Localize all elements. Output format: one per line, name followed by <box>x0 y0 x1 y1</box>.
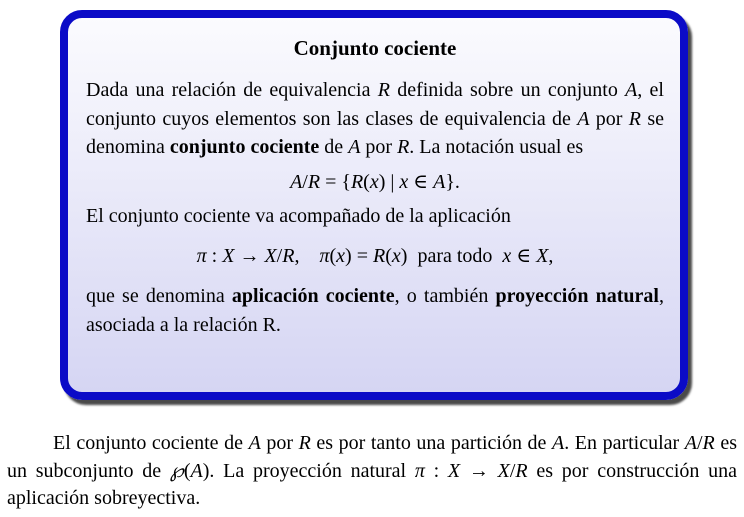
text-run: , <box>548 245 554 267</box>
text-run: por <box>260 432 299 454</box>
text-run: ℘ <box>169 459 184 482</box>
text-run: ) para todo <box>400 245 503 267</box>
text-run: X <box>447 459 461 482</box>
text-run: π <box>319 245 330 267</box>
text-run: proyección natural <box>495 285 659 307</box>
text-run: / <box>696 432 703 454</box>
text-run: x <box>502 245 512 267</box>
text-run: X <box>536 245 549 267</box>
text-run: A <box>190 459 203 482</box>
text-run: El conjunto cociente de <box>53 432 249 454</box>
text-run: R <box>397 136 410 158</box>
text-run: ( <box>329 245 337 267</box>
text-run: se denomina <box>86 107 665 158</box>
text-run: R <box>515 459 528 482</box>
text-run: → <box>234 245 265 267</box>
definition-paragraph <box>86 76 664 162</box>
text-run: x <box>391 245 401 267</box>
text-run: ( <box>183 459 191 482</box>
text-run: ) = <box>345 245 373 267</box>
text-run: ( <box>363 170 370 193</box>
text-run: es un subconjunto de <box>7 432 737 482</box>
text-run: ∈ <box>408 170 434 193</box>
text-run: A <box>577 107 590 130</box>
text-run: R <box>702 432 715 454</box>
text-run: . La notación usual es <box>409 136 584 158</box>
text-run: R <box>298 432 311 454</box>
text-run: , <box>294 245 320 267</box>
text-run: / <box>302 170 308 193</box>
definition-box-title: Conjunto cociente <box>293 36 457 60</box>
text-run: ). La proyección natural <box>202 459 415 482</box>
text-run: ) | <box>378 170 400 193</box>
text-run: R <box>307 170 321 193</box>
text-run: x <box>399 170 409 193</box>
text-run: ( <box>385 245 392 267</box>
definition-paragraph-2 <box>86 202 664 231</box>
text-run: A <box>551 432 565 454</box>
text-run: X <box>222 245 235 267</box>
text-run: A <box>348 136 361 158</box>
text-run: π <box>196 245 207 267</box>
text-run: X <box>264 245 277 267</box>
text-run: El conjunto cociente va acompañado de la aplicación <box>86 204 511 227</box>
text-run: , asociada a la relación R. <box>86 285 664 336</box>
definition-paragraph-3 <box>86 282 664 339</box>
text-run: : <box>424 459 448 482</box>
text-run: R <box>373 245 386 267</box>
text-run: por <box>360 136 398 158</box>
text-run: Dada una relación de equivalencia <box>86 79 378 101</box>
text-run: : <box>206 245 223 267</box>
body-paragraph <box>7 430 737 513</box>
text-run: }. <box>445 170 460 193</box>
text-run: R <box>628 107 642 130</box>
text-run: A <box>248 432 261 454</box>
text-run: conjunto cociente <box>169 136 320 158</box>
text-run: es por tanto una partición de <box>310 432 552 454</box>
text-run: , el conjunto cuyos elementos son las clases de equivalencia de <box>86 79 664 130</box>
text-run: A <box>290 170 303 193</box>
text-run: x <box>369 170 379 193</box>
projection-formula <box>86 242 664 270</box>
text-run: aplicación cociente <box>231 285 395 307</box>
text-run: = { <box>320 170 351 193</box>
text-run: / <box>509 459 516 482</box>
definition-box <box>60 10 688 400</box>
text-run: A <box>433 170 446 193</box>
text-run: definida sobre un conjunto <box>389 79 626 101</box>
text-run: ∈ <box>511 245 537 267</box>
text-run: → <box>460 459 498 482</box>
text-run: R <box>377 79 390 101</box>
quotient-set-formula <box>86 168 664 196</box>
text-run: , o también <box>394 285 496 307</box>
text-run: R <box>282 245 295 267</box>
text-run: que se denomina <box>86 285 232 307</box>
text-run: x <box>336 245 346 267</box>
text-run: es por construcción una aplicación sobreyectiva. <box>7 459 738 509</box>
text-run: por <box>589 107 629 130</box>
text-run: R <box>350 170 364 193</box>
text-run: π <box>414 459 425 482</box>
text-run: . En particular <box>564 432 685 454</box>
text-run: de <box>319 136 349 158</box>
text-run: A <box>625 79 638 101</box>
text-run: X <box>497 459 510 482</box>
text-run: A <box>684 432 697 454</box>
text-run: / <box>276 245 283 267</box>
